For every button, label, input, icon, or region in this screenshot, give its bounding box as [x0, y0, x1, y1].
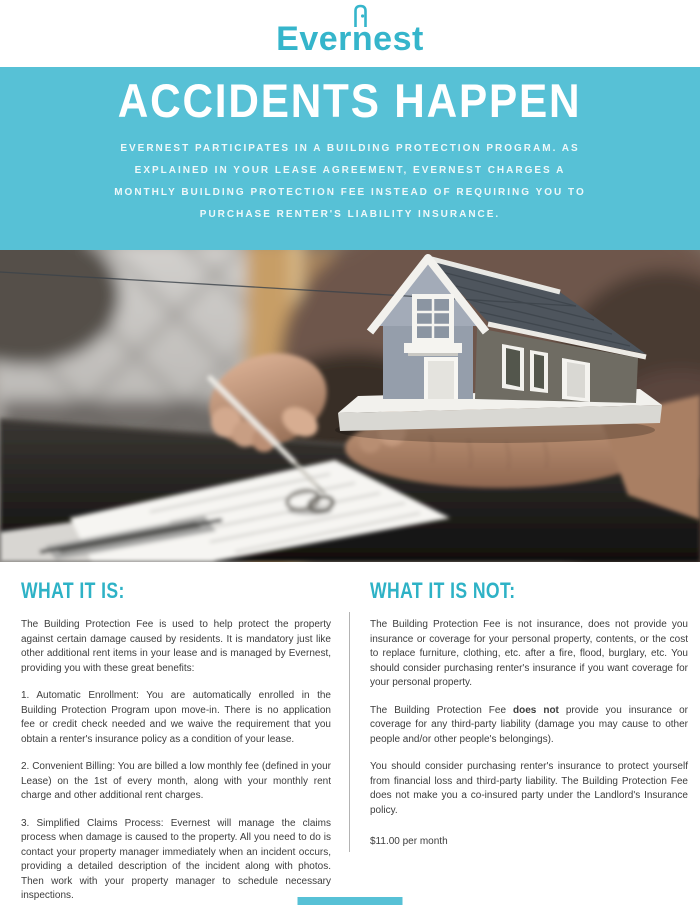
what-it-is-heading: WHAT IT IS:: [21, 578, 125, 603]
hero-banner: [0, 67, 700, 250]
column-what-it-is-not: [349, 578, 700, 905]
left-paragraph-item3: 3. Simplified Claims Process: Evernest will manage the claims process when damage is caused to the property. All you need to do is contact your property manager immediately when an incident occurs, providing a detailed description of the incident along with photos. Then work with your property manager to schedule necessary inspections.: [21, 817, 331, 901]
left-paragraph-item1: 1. Automatic Enrollment: You are automatically enrolled in the Building Protection Program upon move-in. There is no application fee or credit check needed and we waive the requirement that you obtain a renter's insurance policy as a condition of your lease.: [21, 690, 331, 745]
right-paragraph-2: [370, 704, 688, 748]
left-paragraph-item2: 2. Convenient Billing: You are billed a low monthly fee (defined in your Lease) on the 1st of every month, along with your monthly rent charge and other additional rent charges.: [21, 761, 331, 801]
hero-photo: [0, 250, 700, 562]
door-icon: [353, 0, 368, 37]
monthly-fee-amount: $11.00 per month: [370, 836, 448, 847]
front-door: [424, 357, 458, 399]
right-paragraph-2-start: The Building Protection Fee: [370, 704, 514, 716]
right-paragraph-2-bold: does not: [513, 704, 559, 716]
what-it-is-not-heading: WHAT IT IS NOT:: [370, 578, 516, 603]
hero-subtitle: EVERNEST PARTICIPATES IN A BUILDING PROTECTION PROGRAM. AS EXPLAINED IN YOUR LEASE AGREEMENT, EVERNEST CHARGES A MONTHLY BUILDING PROTECTION FEE INSTEAD OF REQUIRING YOU TO PURCHASE RENTER'S LIABILITY INSURANCE.: [114, 143, 586, 220]
evernest-logo: [276, 8, 424, 59]
content-section: [0, 562, 700, 901]
footer-accent-bar: [298, 897, 403, 905]
evernest-logo-text: Evernest: [276, 20, 424, 58]
column-divider: [349, 612, 350, 852]
left-paragraph-intro: The Building Protection Fee is used to help protect the property against certain damage caused by residents. It is mandatory just like other additional rent items in your lease and is managed by Evernest, providing you with these great benefits:: [21, 619, 331, 674]
right-paragraph-2-end: provide you insurance or coverage for any third-party liability (damage you may cause to other people and/or other people's belongings).: [370, 704, 688, 745]
column-what-it-is: [0, 578, 349, 905]
page-title: ACCIDENTS HAPPEN: [118, 74, 582, 127]
right-paragraph-3: You should consider purchasing renter's insurance to protect yourself from financial loss and third-party liability. The Building Protection Fee does not make you a co-insured party under the Landlord's Insurance policy.: [370, 761, 688, 816]
gable-window: [404, 294, 462, 356]
header: [0, 0, 700, 67]
right-paragraph-1: The Building Protection Fee is not insurance, does not provide you insurance or coverage for your personal property, contents, or the cost to replace furniture, clothing, etc. after a fire, flood, burglary, etc. You should consider purchasing renter's insurance if you want coverage for your personal property.: [370, 619, 688, 688]
